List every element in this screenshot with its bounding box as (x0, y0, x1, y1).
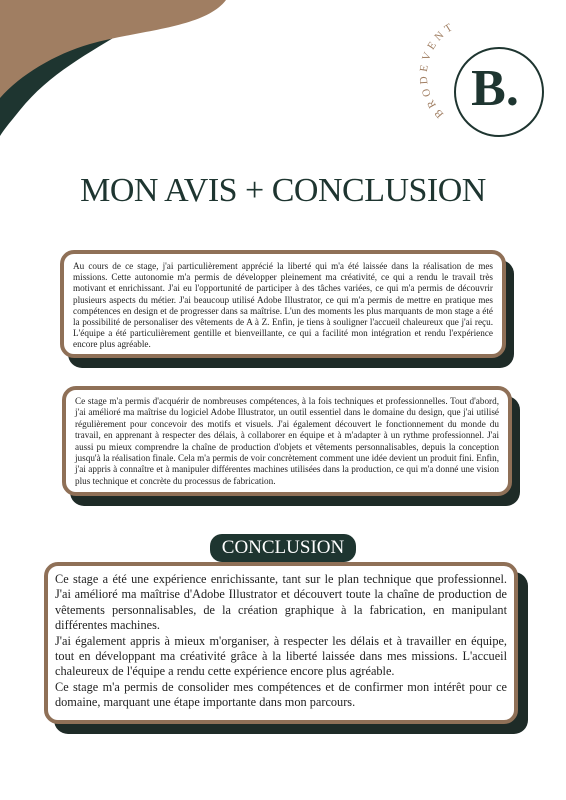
conclusion-paragraph-2: J'ai également appris à mieux m'organiser, à respecter les délais et à travailler en équipe, tout en développant ma créativité grâce à la liberté laissée dans mes missions. L'accueil chaleureux de l'équipe a rendu cette expérience encore plus agréable. (55, 633, 507, 679)
conclusion-paragraph-3: Ce stage m'a permis de consolider mes compétences et de confirmer mon intérêt pour ce domaine, marquant une étape importante dans mon parcours. (55, 679, 507, 710)
competences-box (62, 386, 524, 508)
corner-decoration (0, 0, 240, 140)
logo-letter: B. (471, 60, 519, 117)
logo-arc-text: BRODEVENT (418, 19, 458, 121)
page-title: MON AVIS + CONCLUSION (80, 172, 486, 209)
logo-circle (454, 47, 544, 137)
conclusion-box-frame (44, 562, 518, 724)
conclusion-paragraph-1: Ce stage a été une expérience enrichissante, tant sur le plan technique que professionnel. J'ai amélioré ma maîtrise d'Adobe Illustrator et découvert toute la chaîne de production de vêtements personnalisables, de la création graphique à la fabrication, en manipulant différentes machines. (55, 572, 507, 633)
competences-paragraph: Ce stage m'a permis d'acquérir de nombreuses compétences, à la fois techniques et professionnelles. Tout d'abord, j'ai amélioré ma maîtrise du logiciel Adobe Illustrator, un outil essentiel dans le domaine du design, que j'ai utilisé régulièrement pour concevoir des motifs et visuels. J'ai également découvert le fonctionnement du monde du travail, en apprenant à respecter des délais, à collaborer en équipe et à m'adapter à un rythme professionnel. J'ai aussi pu mieux comprendre la chaîne de production d'objets et vêtements personnalisables, depuis la conception jusqu'à la réalisation finale. Cela m'a permis de voir concrètement comment une idée devient un produit fini. Enfin, j'ai appris à connaître et à manipuler différentes machines utilisées dans la production, ce qui m'a donné une vision plus technique et concrète du processus de fabrication. (75, 396, 499, 486)
brodevent-logo (418, 14, 544, 140)
competences-box-frame (62, 386, 512, 496)
avis-box (60, 250, 520, 370)
avis-paragraph: Au cours de ce stage, j'ai particulièrement apprécié la liberté qui m'a été laissée dans la réalisation de mes missions. Cette autonomie m'a permis de développer pleinement ma créativité, ce qui a rendu le travail très motivant et enrichissant. J'ai eu l'opportunité de participer à des tâches variées, ce qui m'a permis de découvrir plusieurs aspects du métier. J'ai beaucoup utilisé Adobe Illustrator, ce qui m'a permis de mettre en pratique mes compétences en design et de progresser dans sa maîtrise. L'un des moments les plus marquants de mon stage a été la possibilité de personaliser des vêtements de A à Z. Enfin, je tiens à souligner l'accueil chaleureux que j'ai reçu. L'équipe a été particulièrement gentille et bienveillante, ce qui a facilité mon intégration et rendu l'expérience encore plus agréable. (73, 261, 493, 350)
conclusion-label: CONCLUSION (210, 534, 356, 562)
avis-box-frame (60, 250, 506, 358)
conclusion-box (44, 562, 528, 736)
